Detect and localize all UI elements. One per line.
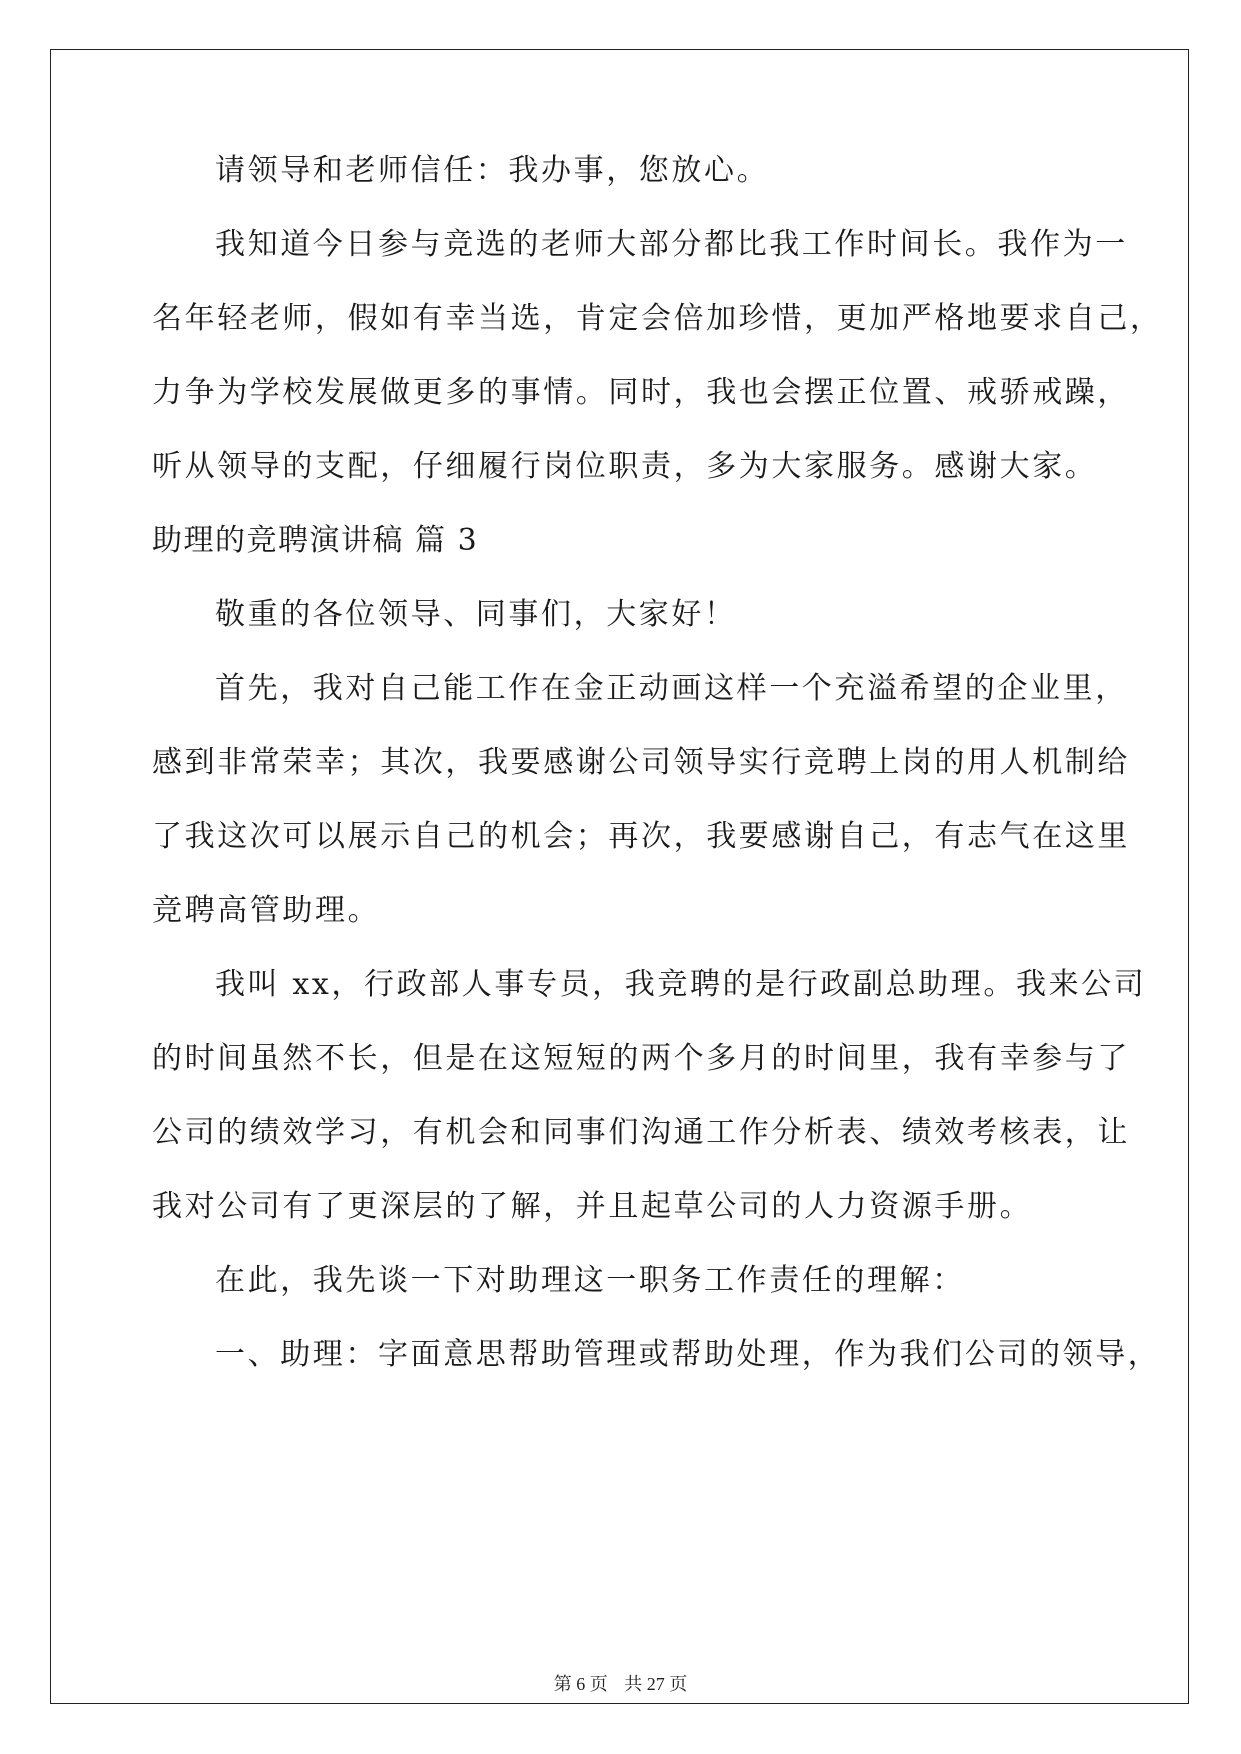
paragraph-line: 竞聘高管助理。: [152, 893, 381, 928]
paragraph-line: 公司的绩效学习，有机会和同事们沟通工作分析表、绩效考核表，让: [152, 1115, 1130, 1150]
section-heading: 助理的竞聘演讲稿 篇 3: [152, 523, 479, 558]
paragraph-line: 首先，我对自己能工作在金正动画这样一个充溢希望的企业里，: [215, 671, 1128, 706]
paragraph-line: 一、助理：字面意思帮助管理或帮助处理，作为我们公司的领导，: [215, 1337, 1161, 1372]
paragraph-line: 我叫 xx，行政部人事专员，我竞聘的是行政副总助理。我来公司: [215, 967, 1147, 1002]
paragraph-line: 我知道今日参与竞选的老师大部分都比我工作时间长。我作为一: [215, 227, 1128, 262]
paragraph-line: 请领导和老师信任：我办事，您放心。: [215, 153, 770, 188]
paragraph-line: 我对公司有了更深层的了解，并且起草公司的人力资源手册。: [152, 1189, 1033, 1224]
page-number: 第 6 页: [553, 1674, 608, 1694]
page-border: [50, 49, 1189, 1704]
paragraph-line: 感到非常荣幸；其次，我要感谢公司领导实行竞聘上岗的用人机制给: [152, 745, 1130, 780]
paragraph-line: 的时间虽然不长，但是在这短短的两个多月的时间里，我有幸参与了: [152, 1041, 1130, 1076]
paragraph-line: 了我这次可以展示自己的机会；再次，我要感谢自己，有志气在这里: [152, 819, 1130, 854]
page-footer: [0, 1674, 1241, 1694]
paragraph-line: 敬重的各位领导、同事们，大家好！: [215, 597, 737, 632]
page-total: 共 27 页: [624, 1674, 688, 1694]
paragraph-line: 名年轻老师，假如有幸当选，肯定会倍加珍惜，更加严格地要求自己，: [152, 301, 1163, 336]
paragraph-line: 力争为学校发展做更多的事情。同时，我也会摆正位置、戒骄戒躁，: [152, 375, 1130, 410]
paragraph-line: 听从领导的支配，仔细履行岗位职责，多为大家服务。感谢大家。: [152, 449, 1098, 484]
paragraph-line: 在此，我先谈一下对助理这一职务工作责任的理解：: [215, 1263, 965, 1298]
